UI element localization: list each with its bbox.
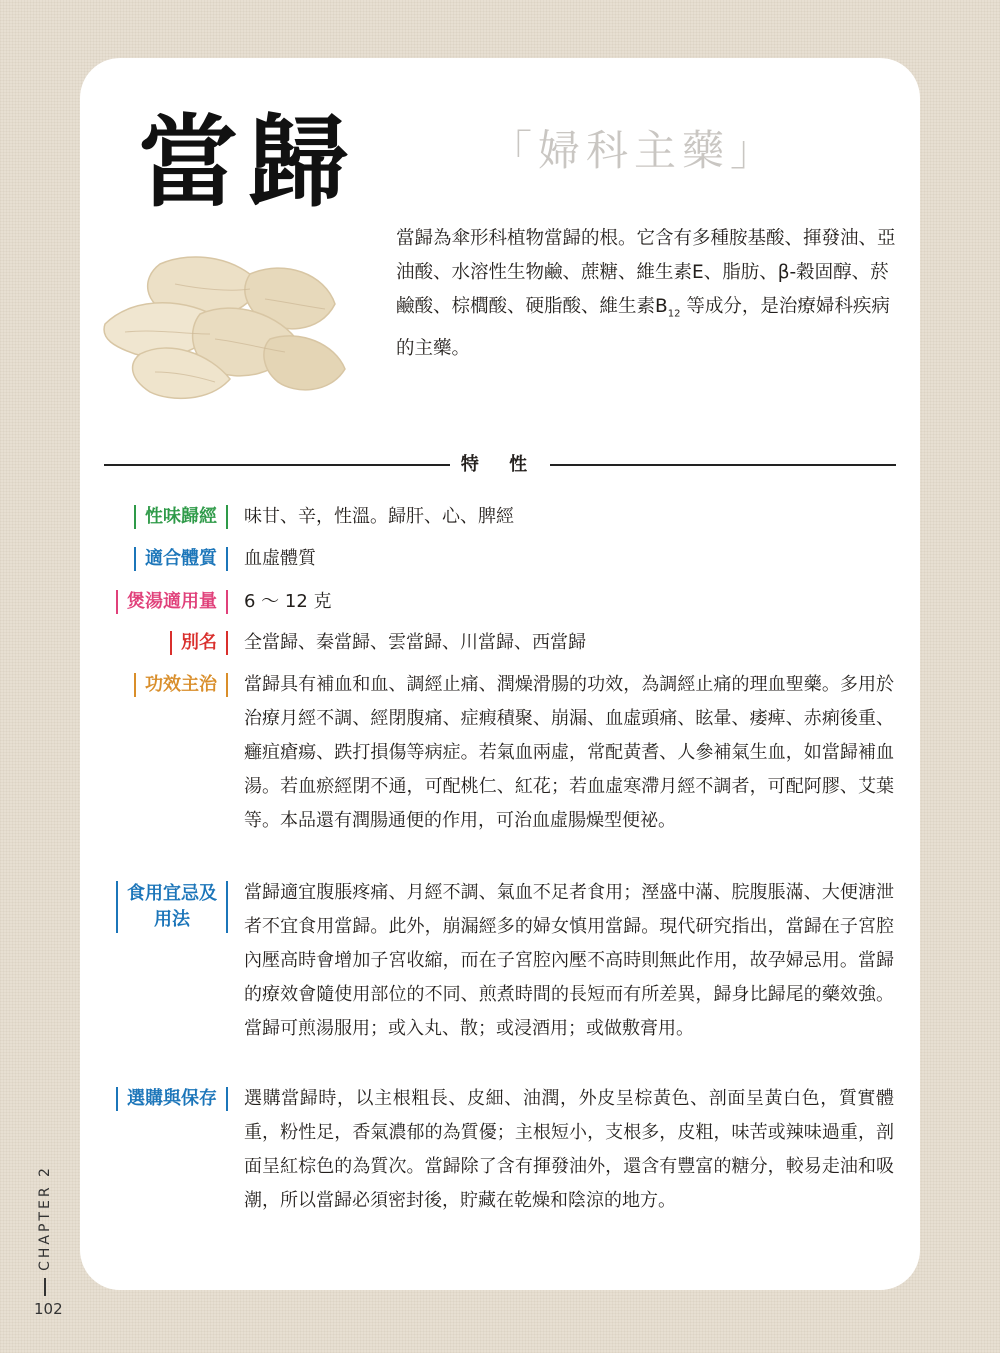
page-number: 102 [34,1300,63,1318]
chapter-divider [44,1278,46,1296]
section-label: 特 性 [460,454,540,475]
page-subtitle: 「婦科主藥」 [490,126,779,175]
property-label: 適合體質 [134,547,228,571]
section-header-properties [104,452,896,478]
section-rule-right [550,464,896,466]
property-label: 功效主治 [134,673,228,697]
property-text: 6 ～ 12 克 [244,591,332,612]
intro-paragraph: 當歸為傘形科植物當歸的根。它含有多種胺基酸、揮發油、亞油酸、水溶性生物鹼、蔗糖、維生素E、脂肪、β-穀固醇、菸鹼酸、棕櫚酸、硬脂酸、維生素$B_{12}$ 等成分，是治療婦科疾病的主藥。 [396,228,896,359]
property-text: 全當歸、秦當歸、雲當歸、川當歸、西當歸 [244,632,586,653]
property-label: 食用宜忌及 用法 [116,881,228,933]
property-text: 當歸具有補血和血、調經止痛、潤燥滑腸的功效，為調經止痛的理血聖藥。多用於治療月經不調、經閉腹痛、症瘕積聚、崩漏、血虛頭痛、眩暈、痿痺、赤痢後重、癰疽瘡瘍、跌打損傷等病症。若氣血兩虛，常配黃耆、人參補氣生血，如當歸補血湯。若血瘀經閉不通，可配桃仁、紅花；若血虛寒滯月經不調者，可配阿膠、艾葉等。本品還有潤腸通便的作用，可治血虛腸燥型便祕。 [244,674,894,831]
property-label: 選購與保存 [116,1087,228,1111]
property-label: 性味歸經 [134,505,228,529]
property-text: 味甘、辛，性溫。歸肝、心、脾經 [244,506,514,527]
chapter-marker: CHAPTER 2 [37,1165,53,1271]
angelica-root-image [100,244,360,404]
property-text: 選購當歸時，以主根粗長、皮細、油潤，外皮呈棕黃色、剖面呈黃白色，質實體重，粉性足，香氣濃郁的為質優；主根短小，支根多，皮粗，味苦或辣味過重，剖面呈紅棕色的為質次。當歸除了含有揮發油外，還含有豐富的糖分，較易走油和吸潮，所以當歸必須密封後，貯藏在乾燥和陰涼的地方。 [244,1088,894,1211]
page-title: 當歸 [138,103,358,221]
property-text: 血虛體質 [244,548,316,569]
herb-slice [264,336,345,390]
property-label: 煲湯適用量 [116,590,228,614]
property-text: 當歸適宜腹脹疼痛、月經不調、氣血不足者食用；溼盛中滿、脘腹脹滿、大便溏泄者不宜食用當歸。此外，崩漏經多的婦女慎用當歸。現代研究指出，當歸在子宮腔內壓高時會增加子宮收縮，而在子宮腔內壓不高時則無此作用，故孕婦忌用。當歸的療效會隨使用部位的不同、煎煮時間的長短而有所差異，歸身比歸尾的藥效強。當歸可煎湯服用；或入丸、散；或浸酒用；或做敷膏用。 [244,882,894,1039]
property-label: 別名 [170,631,228,655]
